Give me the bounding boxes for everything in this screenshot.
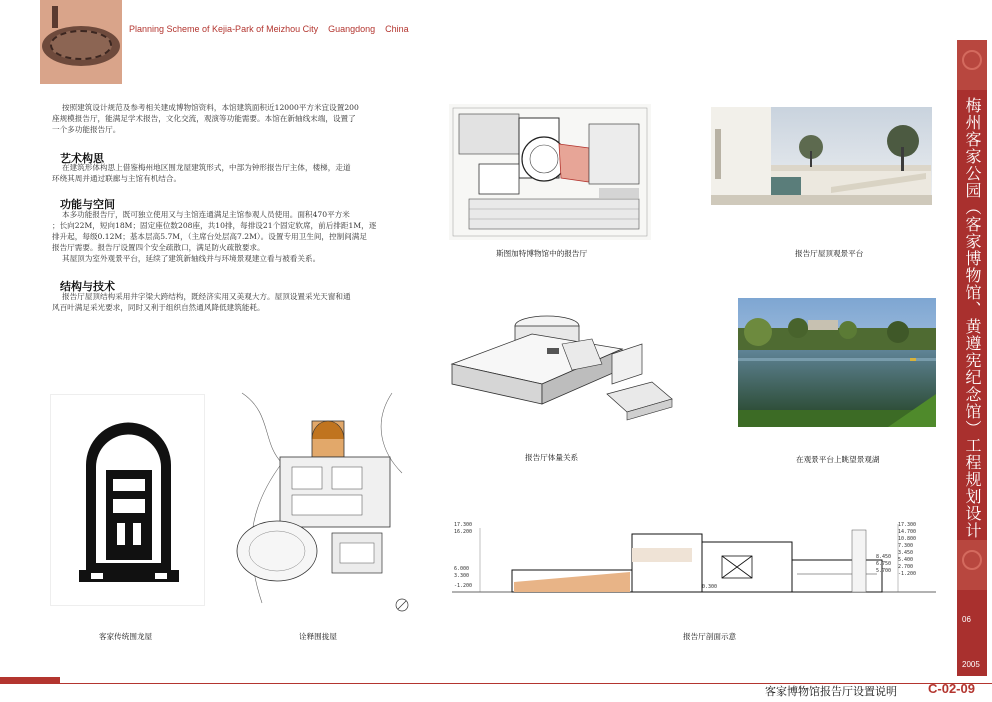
section-levels-mid: [876, 554, 891, 575]
section-function-text: [52, 209, 410, 264]
level-label: 10.800: [898, 536, 917, 542]
thumbnail-disc-inner: [50, 30, 112, 60]
caption-weilongwu: 客家传统围龙屋: [99, 632, 153, 641]
roof-platform-render: [711, 107, 932, 205]
footer-drawing-code: C-02-09: [928, 681, 975, 696]
text-line: 报告厅需要。报告厅设置四个安全疏散口，满足防火疏散要求。: [52, 243, 265, 252]
text-line: 环绕其周并通过联廊与主馆有机结合。: [52, 174, 182, 183]
section-heading-structure: 结构与技术: [60, 280, 115, 293]
level-label: 2.700: [898, 564, 914, 570]
level-label: 6.000: [454, 566, 470, 572]
level-label: 17.300: [454, 522, 473, 528]
caption-stuttgart: 斯图加特博物馆中的报告厅: [496, 249, 588, 258]
massing-model-drawing: [442, 304, 680, 434]
text-line: 按照建筑设计规范及参考相关建成博物馆资料，本馆建筑面积近12000平方米宜设置200: [62, 103, 359, 112]
level-label: 17.300: [898, 522, 917, 528]
section-heading-function: 功能与空间: [60, 198, 115, 211]
level-label: 5.700: [876, 568, 892, 574]
thumbnail-tower: [52, 6, 58, 28]
level-label: 6.750: [876, 561, 892, 567]
header-title: Planning Scheme of Kejia-Park of Meizhou City Guangdong China: [129, 24, 409, 34]
text-line: 报告厅屋顶结构采用井字梁大跨结构，既经济实用又美观大方。屋顶设置采光天窗和通: [62, 292, 351, 301]
header-thumbnail: [40, 0, 122, 84]
level-label: -1.200: [454, 583, 473, 589]
caption-lake-view: 在观景平台上眺望景观湖: [796, 455, 880, 464]
text-line: 风百叶满足采光要求，同时又利于组织自然通风降低建筑能耗。: [52, 303, 265, 312]
sidebar-title: 梅州客家公园（客家博物馆、黄遵宪纪念馆）工程规划设计: [963, 97, 982, 539]
section-levels-right: [898, 522, 916, 578]
text-line: 本多功能报告厅，既可独立使用又与主馆连通满足主馆参观人员使用。面积470平方米: [62, 210, 350, 219]
text-line: 在建筑形体构思上借鉴梅州地区围龙屋建筑形式，中部为钟形报告厅主体，楼梯，走道: [62, 163, 351, 172]
level-label: -1.200: [898, 571, 917, 577]
level-label: 8.450: [876, 554, 892, 560]
sidebar-year: 2005: [962, 660, 980, 669]
lake-view-photo: [738, 298, 936, 427]
text-line: 排升起，每级0.12M；基本层高5.7M，（主席台处层高7.2M）。设置专用卫生间，控制间满足: [52, 232, 367, 241]
section-heading-art: 艺术构思: [60, 152, 104, 165]
right-sidebar: [957, 40, 987, 676]
caption-interpretation: 诠释围拢屋: [299, 632, 337, 641]
level-label: 16.200: [454, 529, 473, 535]
sidebar-page-number: 06: [962, 615, 971, 624]
sidebar-ornament-top: [957, 40, 987, 90]
auditorium-section-drawing: [452, 520, 936, 604]
caption-roof-platform: 报告厅屋顶观景平台: [795, 249, 864, 258]
text-line: 一个多功能报告厅。: [52, 125, 121, 134]
level-label: 14.700: [898, 529, 917, 535]
level-label: 5.400: [898, 557, 914, 563]
caption-massing: 报告厅体量关系: [525, 453, 579, 462]
section-art-text: [52, 162, 410, 184]
caption-section: 报告厅剖面示意: [683, 632, 737, 641]
level-label: 3.300: [454, 573, 470, 579]
section-levels-left: [454, 522, 472, 590]
text-line: 其屋顶为室外观景平台，延续了建筑新轴线并与环境景观建立看与被看关系。: [62, 254, 321, 263]
interpretation-site-plan: [232, 383, 410, 617]
stuttgart-plan-drawing: [449, 104, 651, 240]
level-label: 7.300: [898, 543, 914, 549]
section-level-floor: 0.300: [702, 584, 718, 590]
intro-paragraph: [52, 102, 410, 135]
footer-title: 客家博物馆报告厅设置说明: [765, 685, 897, 698]
text-line: ；长向22M，短向18M；固定座位数208座，共10排，每排设21个固定软席，前后排距1M，逐: [52, 221, 377, 230]
section-structure-text: [52, 291, 410, 313]
sidebar-ornament-bottom: [957, 540, 987, 590]
level-label: 3.450: [898, 550, 914, 556]
weilongwu-plan-drawing: [50, 394, 205, 606]
text-line: 座规模报告厅，能满足学术报告，文化交流，观演等功能需要。本馆在新轴线末端，设置了: [52, 114, 356, 123]
